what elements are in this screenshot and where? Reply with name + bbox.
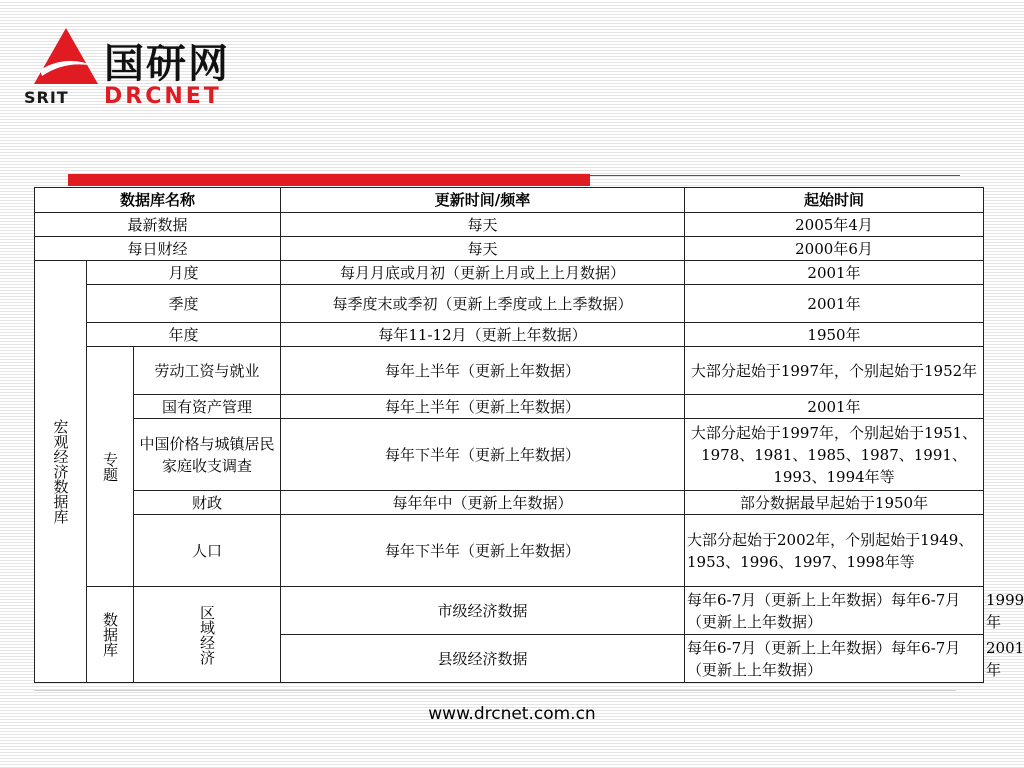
header-red-bar xyxy=(68,174,590,186)
row-start: 2001年 xyxy=(685,285,984,323)
row-start: 部分数据最早起始于1950年 xyxy=(685,491,984,515)
table-row xyxy=(35,213,984,237)
row-start: 2005年4月 xyxy=(685,213,984,237)
table-header-row xyxy=(35,188,984,213)
table-row xyxy=(35,285,984,323)
row-start: 大部分起始于1997年，个别起始于1952年 xyxy=(685,347,984,395)
row-name: 财政 xyxy=(134,491,281,515)
row-freq: 每年11-12月（更新上年数据） xyxy=(281,323,685,347)
row-name: 最新数据 xyxy=(35,213,281,237)
row-freq: 每年6-7月（更新上上年数据）每年6-7月（更新上上年数据） xyxy=(685,635,984,683)
topic-label-cell xyxy=(87,347,134,587)
macro-db-label: 宏观经济数据库 xyxy=(51,419,70,524)
regional-db-label-b: 区域经济 xyxy=(198,604,216,665)
table-row xyxy=(35,491,984,515)
row-start: 2001年 xyxy=(685,261,984,285)
row-name: 人口 xyxy=(134,515,281,587)
macro-db-label-cell xyxy=(35,261,87,683)
table-row xyxy=(35,395,984,419)
table-row xyxy=(35,347,984,395)
row-name: 县级经济数据 xyxy=(281,635,685,683)
row-name: 中国价格与城镇居民家庭收支调查 xyxy=(134,419,281,491)
footer-url[interactable]: www.drcnet.com.cn xyxy=(428,704,596,724)
row-start: 2000年6月 xyxy=(685,237,984,261)
row-name: 年度 xyxy=(87,323,281,347)
drcnet-logo xyxy=(24,26,264,110)
row-name: 季度 xyxy=(87,285,281,323)
regional-db-label-a: 数据库 xyxy=(101,612,119,657)
logo-english-name: DRCNET xyxy=(104,84,222,109)
row-name: 市级经济数据 xyxy=(281,587,685,635)
row-freq: 每月月底或月初（更新上月或上上月数据） xyxy=(281,261,685,285)
row-freq: 每天 xyxy=(281,213,685,237)
row-name: 国有资产管理 xyxy=(134,395,281,419)
row-freq: 每季度末或季初（更新上季度或上上季数据） xyxy=(281,285,685,323)
row-start: 2001年 xyxy=(685,395,984,419)
row-start: 大部分起始于1997年，个别起始于1951、1978、1981、1985、1987、1991、1993、1994年等 xyxy=(685,419,984,491)
row-freq: 每年上半年（更新上年数据） xyxy=(281,395,685,419)
footer-divider xyxy=(34,690,956,691)
table-row xyxy=(35,237,984,261)
row-name: 月度 xyxy=(87,261,281,285)
srit-triangle-icon xyxy=(32,26,100,88)
logo-srit-text: SRIT xyxy=(24,88,69,107)
header-start-time: 起始时间 xyxy=(685,188,984,213)
header-red-line xyxy=(590,175,960,176)
row-freq: 每年6-7月（更新上上年数据）每年6-7月（更新上上年数据） xyxy=(685,587,984,635)
row-name: 劳动工资与就业 xyxy=(134,347,281,395)
row-freq: 每天 xyxy=(281,237,685,261)
header-update-freq: 更新时间/频率 xyxy=(281,188,685,213)
row-freq: 每年上半年（更新上年数据） xyxy=(281,347,685,395)
row-start: 1950年 xyxy=(685,323,984,347)
logo-chinese-name: 国研网 xyxy=(104,41,230,87)
row-name: 每日财经 xyxy=(35,237,281,261)
table-row xyxy=(35,323,984,347)
row-start: 大部分起始于2002年，个别起始于1949、1953、1996、1997、1998年等 xyxy=(685,515,984,587)
regional-db-label-b-cell xyxy=(134,587,281,683)
table-row xyxy=(35,419,984,491)
header-db-name: 数据库名称 xyxy=(35,188,281,213)
table-row xyxy=(35,261,984,285)
table-row xyxy=(35,515,984,587)
row-freq: 每年年中（更新上年数据） xyxy=(281,491,685,515)
row-freq: 每年下半年（更新上年数据） xyxy=(281,419,685,491)
regional-db-label-a-cell xyxy=(87,587,134,683)
row-freq: 每年下半年（更新上年数据） xyxy=(281,515,685,587)
table-row: 数据库 区域经济 市级经济数据 每年6-7月（更新上上年数据）每年6-7月（更新上上年数据） 1999年 xyxy=(35,587,984,635)
table-row: 县级经济数据 每年6-7月（更新上上年数据）每年6-7月（更新上上年数据） 2001年 xyxy=(35,635,984,683)
topic-label: 专题 xyxy=(101,451,119,482)
database-table xyxy=(34,187,1024,683)
